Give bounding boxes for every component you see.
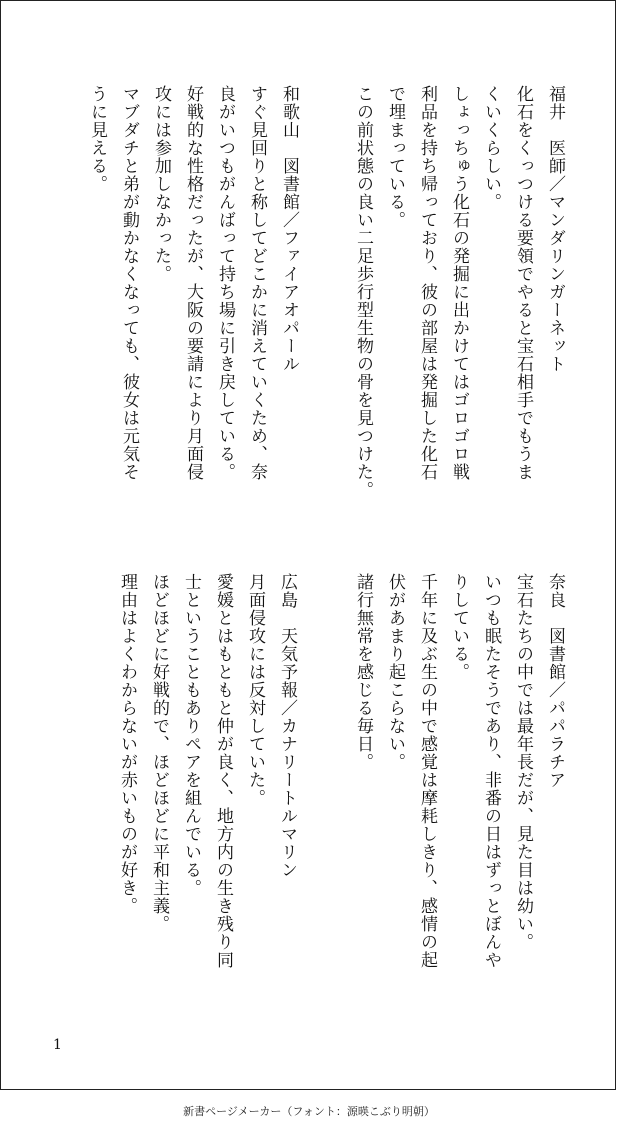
text-line: 宝石たちの中では最年長だが、見た目は幼い。 [513,573,533,951]
text-line: うに見える。 [87,85,107,193]
text-block-hiroshima [111,573,303,1013]
text-line: 愛媛とはもともと仲が良く、地方内の生き残り同 [213,573,233,969]
text-line: 士ということもありペアを組んでいる。 [181,573,201,897]
text-line: 伏があまり起こらない。 [385,573,405,771]
text-line: 奈良 図書館／パパラチア [545,573,565,789]
page-number: 1 [53,1037,62,1053]
text-line: 理由はよくわからないが赤いものが好き。 [117,573,137,915]
text-block-nara [347,573,571,1013]
text-line: くいくらしい。 [481,85,501,211]
text-block-fukui [347,85,571,525]
text-line: いつも眠たそうであり、非番の日はずっとぼんや [481,573,501,969]
text-line: マブダチと弟が動かなくなっても、彼女は元気そ [119,85,139,481]
text-line: で埋まっている。 [385,85,405,229]
text-line: しょっちゅう化石の発掘に出かけてはゴロゴロ戦 [449,85,469,481]
text-block-wakayama [81,85,305,525]
text-line: 月面侵攻には反対していた。 [245,573,265,807]
text-line: 良がいつもがんばって持ち場に引き戻している。 [215,85,235,481]
text-line: 好戦的な性格だったが、大阪の要請により月面侵 [183,85,203,481]
text-line: りしている。 [449,573,469,681]
text-line: すぐ見回りと称してどこかに消えていくため、奈 [247,85,267,481]
text-line: 和歌山 図書館／ファイアオパール [279,85,299,373]
text-line: この前状態の良い二足歩行型生物の骨を見つけた。 [353,85,373,499]
text-line: 攻には参加しなかった。 [151,85,171,283]
text-line: 利品を持ち帰っており、彼の部屋は発掘した化石 [417,85,437,481]
text-line: 広島 天気予報／カナリートルマリン [277,573,297,879]
text-line: 諸行無常を感じる毎日。 [353,573,373,771]
text-line: 千年に及ぶ生の中で感覚は摩耗しきり、感情の起 [417,573,437,969]
footer-caption: 新書ページメーカー（フォント：源暎こぶり明朝） [183,1105,435,1118]
text-line: 福井 医師／マンダリンガーネット [545,85,565,373]
text-line: ほどほどに好戦的で、ほどほどに平和主義。 [149,573,169,933]
text-line: 化石をくっつける要領でやると宝石相手でもうま [513,85,533,481]
